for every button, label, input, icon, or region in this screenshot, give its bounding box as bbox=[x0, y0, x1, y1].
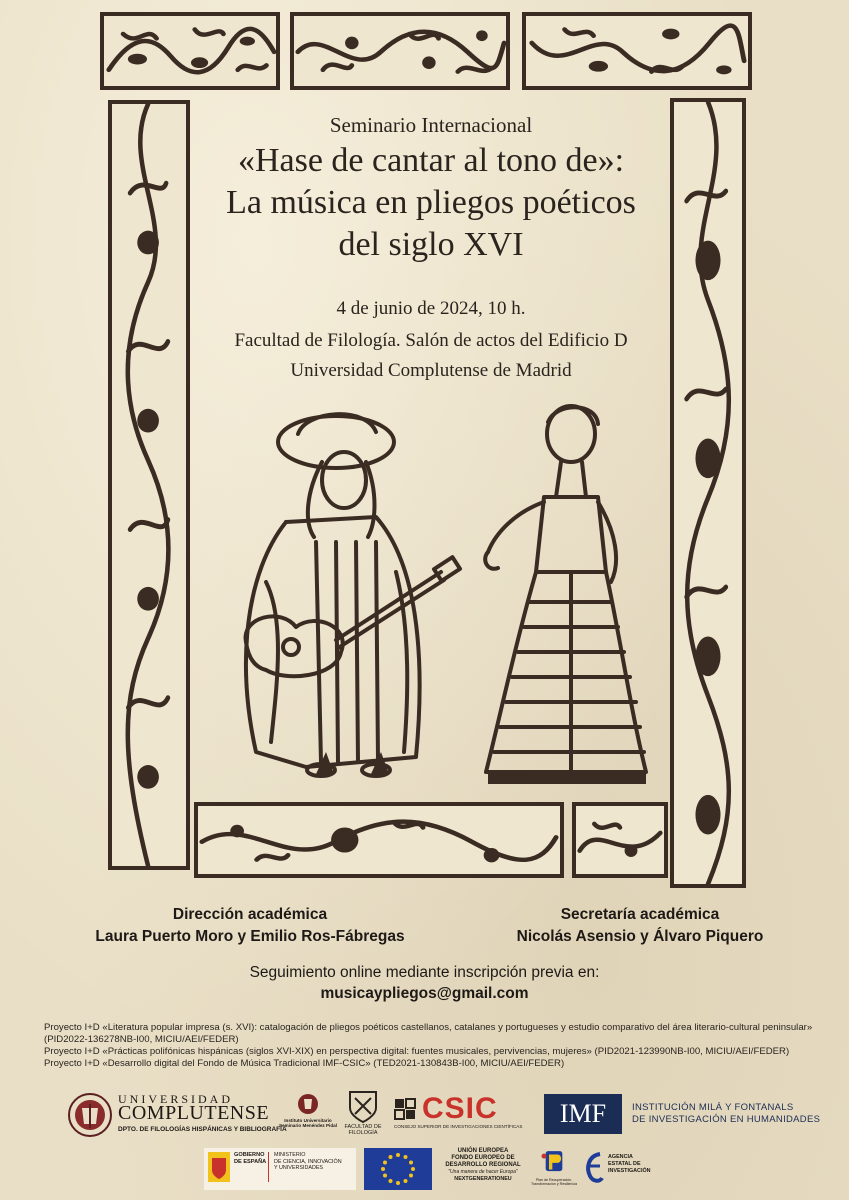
csic-name: CSIC bbox=[422, 1092, 498, 1125]
ue-line-3: DESARROLLO REGIONAL bbox=[445, 1162, 521, 1168]
border-ornament-left bbox=[108, 100, 190, 870]
online-follow bbox=[100, 962, 749, 1004]
ucm-line-1: UNIVERSIDAD bbox=[118, 1092, 233, 1106]
gobierno-line-2: DE ESPAÑA bbox=[234, 1158, 267, 1165]
border-ornament-top-right bbox=[522, 12, 752, 90]
border-ornament-bottom-left bbox=[194, 802, 564, 878]
gobierno-text bbox=[234, 1152, 266, 1165]
project-item: Proyecto I+D «Desarrollo digital del Fondo de Música Tradicional IMF-CSIC» (TED2021-130843B-I00, MICIU/AEI/FEDER) bbox=[44, 1058, 565, 1069]
imf-line-2: DE INVESTIGACIÓN EN HUMANIDADES bbox=[632, 1114, 821, 1125]
csic-subtitle: CONSEJO SUPERIOR DE INVESTIGACIONES CIENTÍFICAS bbox=[394, 1124, 523, 1129]
faculty-text: FACULTAD DE FILOLOGÍA bbox=[344, 1124, 382, 1136]
border-ornament-top-left bbox=[100, 12, 280, 90]
imf-line-1: INSTITUCIÓN MILÁ Y FONTANALS bbox=[632, 1102, 794, 1113]
ue-motto: "Una manera de hacer Europa" bbox=[448, 1169, 518, 1175]
ministerio-line-1: MINISTERIO bbox=[274, 1152, 306, 1158]
aei-mark-icon bbox=[584, 1150, 604, 1186]
ucm-seal-icon bbox=[68, 1090, 112, 1140]
menendez-pidal-seal-icon bbox=[297, 1090, 319, 1118]
menendez-pidal-logo bbox=[278, 1090, 338, 1142]
ministerio-line-2: DE CIENCIA, INNOVACIÓN bbox=[274, 1158, 342, 1165]
seminar-kicker: Seminario Internacional bbox=[329, 113, 533, 137]
project-item: Proyecto I+D «Literatura popular impresa (s. XVI): catalogación de pliegos poéticos castellanos, catalanes y portugueses y estudio comparativo del área literario-cultural peninsular» (PID2022-136278NB-I00, MICIU/AEI/FEDER) bbox=[44, 1022, 813, 1045]
project-item: Proyecto I+D «Prácticas polifónicas hispánicas (siglos XVI-XIX) en perspectiva digital: fuentes musicales, pervivencias, mujeres» (PID2021-123990NB-I00, MICIU/AEI/FEDER) bbox=[44, 1046, 790, 1057]
spain-coat-of-arms-icon bbox=[208, 1152, 230, 1182]
prtr-logo bbox=[530, 1148, 578, 1190]
gobierno-divider bbox=[268, 1152, 269, 1182]
event-venue: Facultad de Filología. Salón de actos del Edificio D bbox=[234, 330, 628, 351]
imf-box: IMF bbox=[544, 1094, 622, 1134]
csic-logo bbox=[394, 1092, 534, 1140]
event-university: Universidad Complutense de Madrid bbox=[290, 360, 572, 381]
ucm-logo bbox=[68, 1090, 287, 1142]
seminar-title-line-2: La música en pliegos poéticos bbox=[226, 184, 636, 221]
aei-line-2: ESTATAL DE bbox=[608, 1161, 641, 1167]
direction-names: Laura Puerto Moro y Emilio Ros-Fábregas bbox=[95, 928, 405, 945]
ue-nextgen: NEXTGENERATIONEU bbox=[454, 1176, 512, 1182]
aei-text bbox=[608, 1154, 654, 1175]
border-ornament-right bbox=[670, 98, 746, 888]
faculty-shield-icon bbox=[346, 1088, 380, 1124]
secretary-names: Nicolás Asensio y Álvaro Piquero bbox=[516, 928, 764, 945]
ministerio-line-3: Y UNIVERSIDADES bbox=[274, 1165, 324, 1172]
direction-heading: Dirección académica bbox=[172, 906, 328, 923]
menendez-pidal-text: Instituto Universitario Seminario Menéndez Pidal bbox=[279, 1118, 337, 1129]
gobierno-logo bbox=[204, 1148, 356, 1190]
imf-logo bbox=[544, 1094, 821, 1134]
ministerio-text bbox=[274, 1152, 342, 1172]
ue-line-1: UNIÓN EUROPEA bbox=[457, 1148, 509, 1154]
faculty-logo bbox=[340, 1088, 386, 1144]
aei-logo bbox=[584, 1148, 652, 1190]
seminar-title-line-1: «Hase de cantar al tono de»: bbox=[237, 142, 625, 179]
feder-text-logo bbox=[438, 1148, 528, 1190]
ucm-line-2: COMPLUTENSE bbox=[118, 1102, 270, 1124]
imf-text bbox=[632, 1102, 820, 1126]
prtr-mark-icon bbox=[534, 1148, 574, 1176]
ucm-department: DPTO. DE FILOLOGÍAS HISPÁNICAS Y BIBLIOGRAFÍA bbox=[118, 1126, 287, 1133]
woodcut-illustration-musicians bbox=[226, 402, 656, 792]
aei-line-3: INVESTIGACIÓN bbox=[608, 1168, 651, 1174]
prtr-text: Plan de Recuperación, Transformación y Resiliencia bbox=[530, 1178, 577, 1187]
border-ornament-bottom-right bbox=[572, 802, 668, 878]
secretary-heading: Secretaría académica bbox=[560, 906, 720, 923]
gobierno-line-1: GOBIERNO bbox=[234, 1152, 265, 1158]
follow-text: Seguimiento online mediante inscripción previa en: bbox=[249, 964, 600, 981]
aei-line-1: AGENCIA bbox=[608, 1154, 633, 1160]
border-ornament-top-center bbox=[290, 12, 510, 90]
seminar-title-line-3: del siglo XVI bbox=[338, 226, 524, 263]
direction-credits bbox=[60, 904, 440, 948]
secretary-credits bbox=[450, 904, 830, 948]
csic-mark-icon bbox=[394, 1098, 416, 1120]
projects-list bbox=[44, 1022, 814, 1070]
title-block bbox=[196, 110, 666, 266]
event-date: 4 de junio de 2024, 10 h. bbox=[336, 298, 526, 319]
eu-stars-icon bbox=[364, 1148, 432, 1190]
contact-email[interactable]: musicaypliegos@gmail.com bbox=[320, 985, 529, 1002]
ue-line-2: FONDO EUROPEO DE bbox=[451, 1155, 515, 1161]
eu-flag-logo bbox=[364, 1148, 432, 1190]
